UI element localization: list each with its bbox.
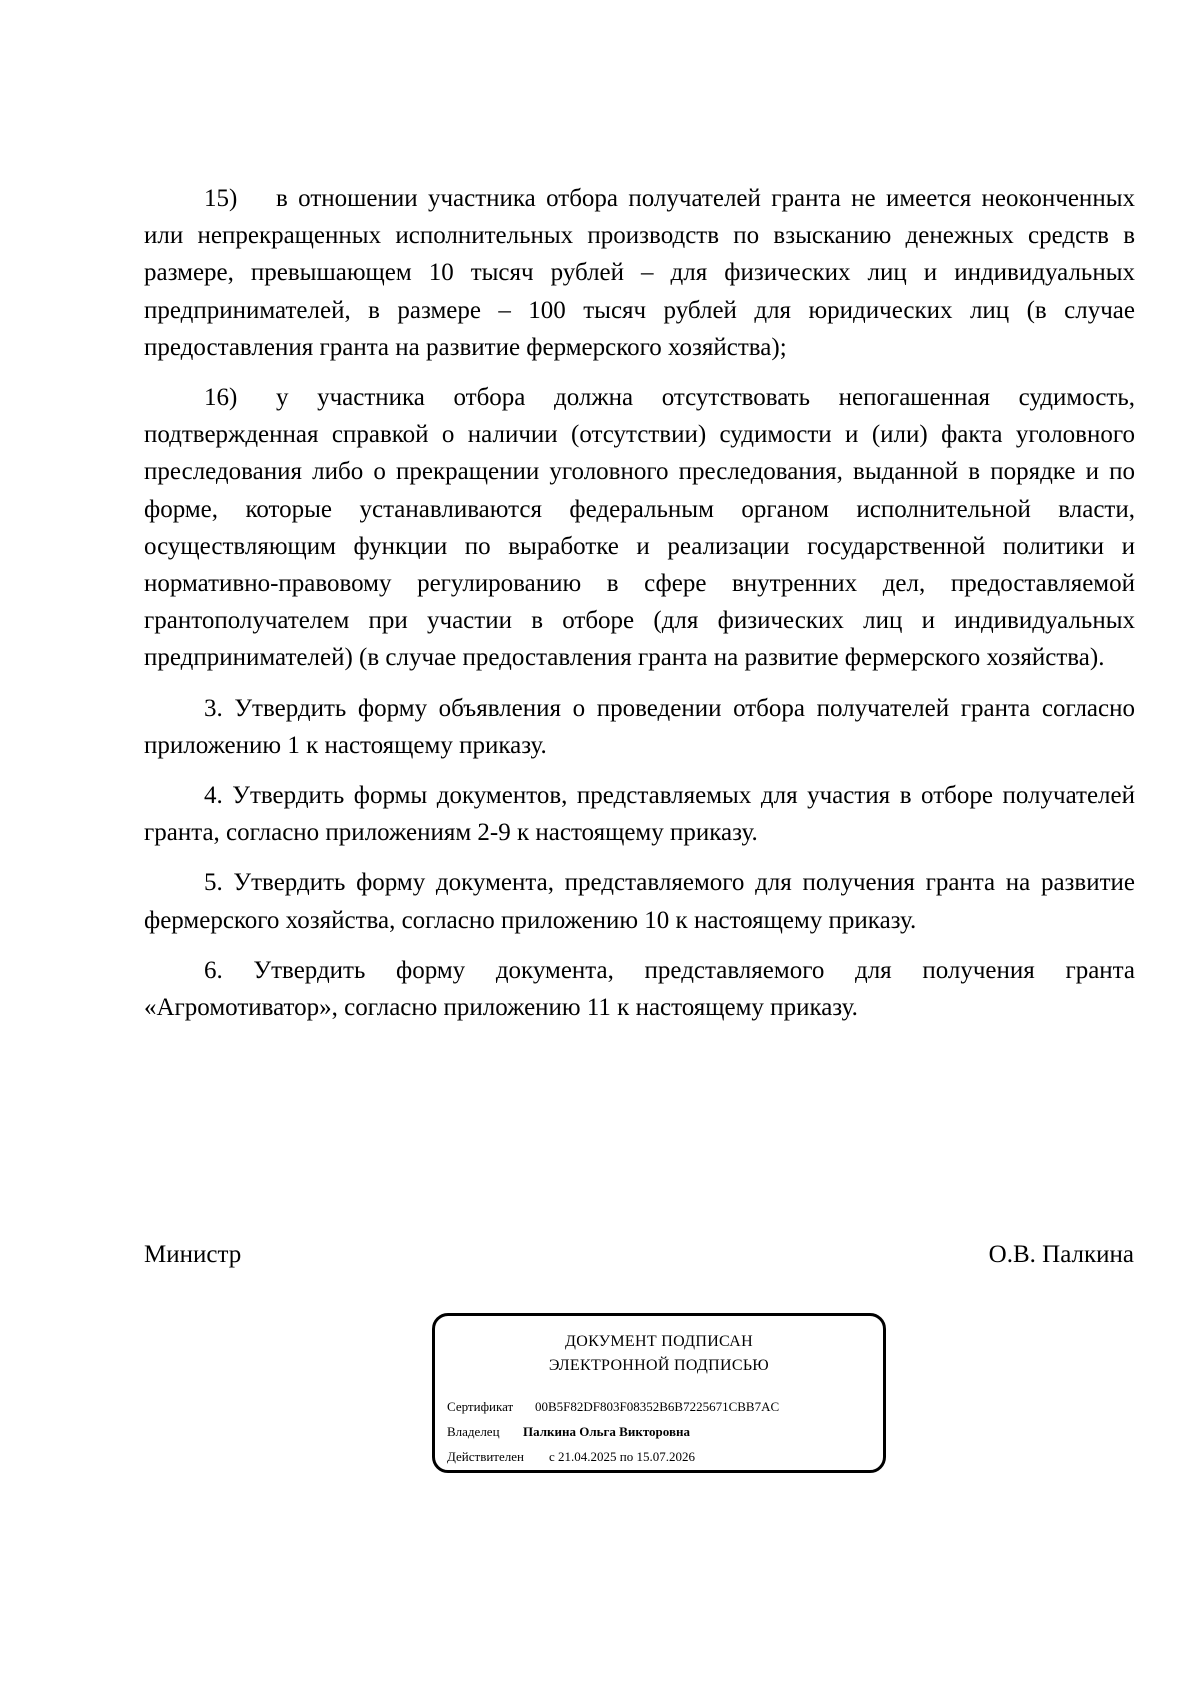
electronic-signature-stamp <box>432 1313 886 1473</box>
list-item-16 <box>144 379 1135 677</box>
certificate-label: Сертификат <box>447 1399 514 1414</box>
signer-position: Министр <box>144 1241 242 1268</box>
clause-4: 4. Утвердить формы документов, представляемых для участия в отборе получателей гранта, согласно приложениям 2-9 к настоящему приказу. <box>144 782 1135 847</box>
certificate-value: 00B5F82DF803F08352B6B7225671CBB7AC <box>535 1399 780 1414</box>
list-item-15 <box>144 180 1135 366</box>
signature-row <box>144 1236 1134 1273</box>
stamp-title <box>435 1330 883 1378</box>
clause-5: 5. Утвердить форму документа, представляемого для получения гранта на развитие фермерского хозяйства, согласно приложению 10 к настоящему приказу. <box>144 869 1135 934</box>
stamp-title-line-2: ЭЛЕКТРОННОЙ ПОДПИСЬЮ <box>548 1357 770 1374</box>
item-text: в отношении участника отбора получателей гранта не имеется неоконченных или непрекращенных исполнительных производств по взысканию денежных средств в размере, превышающем 10 тысяч рублей – для физических лиц и индивидуальных предпринимателей, в размере – 100 тысяч рублей для юридических лиц (в случае предоставления гранта на развитие фермерского хозяйства); <box>144 185 1135 361</box>
clause-3: 3. Утвердить форму объявления о проведении отбора получателей гранта согласно приложению 1 к настоящему приказу. <box>144 694 1135 759</box>
stamp-validity-row <box>447 1448 695 1466</box>
stamp-title-line-1: ДОКУМЕНТ ПОДПИСАН <box>565 1333 753 1350</box>
owner-label: Владелец <box>447 1424 500 1439</box>
stamp-owner-row <box>447 1423 690 1441</box>
item-number: 16) <box>204 384 238 412</box>
clause-6: 6. Утвердить форму документа, представляемого для получения гранта «Агромотиватор», согласно приложению 11 к настоящему приказу. <box>144 956 1135 1022</box>
owner-value: Палкина Ольга Викторовна <box>523 1424 690 1439</box>
stamp-certificate-row <box>447 1398 779 1416</box>
validity-label: Действителен <box>447 1449 524 1464</box>
document-body <box>144 180 1135 1039</box>
item-text: у участника отбора должна отсутствовать непогашенная судимость, подтвержденная справкой о наличии (отсутствии) судимости и (или) факта уголовного преследования либо о прекращении уголовного преследования, выданной в порядке и по форме, которые устанавливаются федеральным органом исполнительной власти, осуществляющим функции по выработке и реализации государственной политики и нормативно-правовому регулированию в сфере внутренних дел, предоставляемой грантополучателем при участии в отборе (для физических лиц и индивидуальных предпринимателей) (в случае предоставления гранта на развитие фермерского хозяйства). <box>144 384 1135 672</box>
signer-name: О.В. Палкина <box>988 1241 1134 1268</box>
item-number: 15) <box>204 185 238 212</box>
validity-value: с 21.04.2025 по 15.07.2026 <box>549 1449 695 1464</box>
